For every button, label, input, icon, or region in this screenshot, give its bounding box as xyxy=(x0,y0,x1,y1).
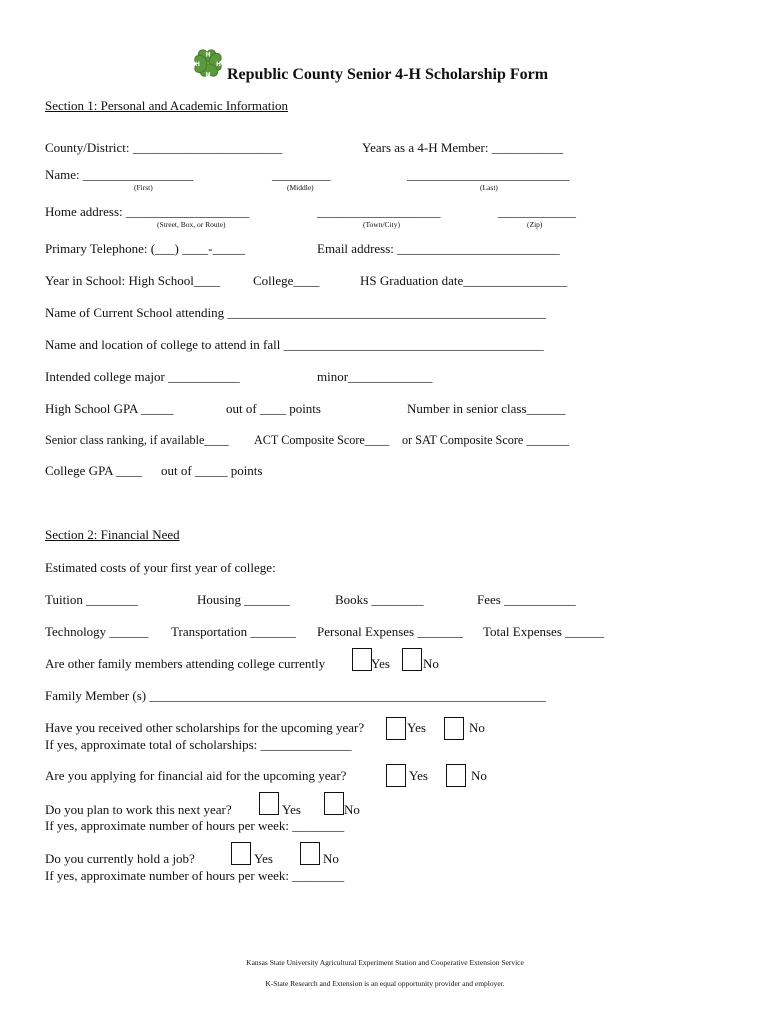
svg-text:H: H xyxy=(205,72,211,79)
major-field[interactable]: Intended college major ___________ xyxy=(45,369,240,384)
job-yes-label: Yes xyxy=(254,851,273,866)
work-no-checkbox[interactable] xyxy=(324,792,344,815)
town-label: (Town/City) xyxy=(363,220,400,229)
work-hours-field[interactable]: If yes, approximate number of hours per week: ________ xyxy=(45,818,345,833)
family-college-question: Are other family members attending college currently xyxy=(45,656,326,671)
name-first-field[interactable]: Name: _________________ xyxy=(45,167,194,182)
year-college-field[interactable]: College____ xyxy=(253,273,320,288)
family-no-label: No xyxy=(423,656,439,671)
form-title: Republic County Senior 4-H Scholarship Form xyxy=(227,66,549,83)
housing-field[interactable]: Housing _______ xyxy=(197,592,290,607)
current-school-field[interactable]: Name of Current School attending _________________________________________________ xyxy=(45,305,546,320)
town-field[interactable]: ___________________ xyxy=(317,204,441,219)
scholarships-no-checkbox[interactable] xyxy=(444,717,464,740)
section1-heading: Section 1: Personal and Academic Information xyxy=(45,98,288,113)
hs-gpa-field[interactable]: High School GPA _____ xyxy=(45,401,174,416)
name-last-field[interactable]: _________________________ xyxy=(407,167,570,182)
tuition-field[interactable]: Tuition ________ xyxy=(45,592,139,607)
home-address-field[interactable]: Home address: ___________________ xyxy=(45,204,250,219)
work-yes-label: Yes xyxy=(282,802,301,817)
college-gpa-field[interactable]: College GPA ____ xyxy=(45,463,143,478)
year-high-school-field[interactable]: Year in School: High School____ xyxy=(45,273,220,288)
books-field[interactable]: Books ________ xyxy=(335,592,424,607)
costs-intro: Estimated costs of your first year of college: xyxy=(45,560,276,575)
job-no-label: No xyxy=(323,851,339,866)
class-ranking-field[interactable]: Senior class ranking, if available____ xyxy=(45,433,229,447)
county-field[interactable]: County/District: _______________________ xyxy=(45,140,283,155)
svg-text:H: H xyxy=(205,52,211,59)
job-no-checkbox[interactable] xyxy=(300,842,320,865)
years-member-field[interactable]: Years as a 4-H Member: ___________ xyxy=(362,140,564,155)
family-yes-checkbox[interactable] xyxy=(352,648,372,671)
hs-graduation-field[interactable]: HS Graduation date________________ xyxy=(360,273,568,288)
hs-gpa-out-of-field[interactable]: out of ____ points xyxy=(226,401,321,416)
technology-field[interactable]: Technology ______ xyxy=(45,624,149,639)
phone-field[interactable]: Primary Telephone: (___) ____-_____ xyxy=(45,241,245,256)
job-question: Do you currently hold a job? xyxy=(45,851,195,866)
scholarships-yes-label: Yes xyxy=(407,720,426,735)
zip-field[interactable]: ____________ xyxy=(498,204,576,219)
scholarships-total-field[interactable]: If yes, approximate total of scholarships: ______________ xyxy=(45,737,352,752)
college-fall-field[interactable]: Name and location of college to attend in fall ________________________________________ xyxy=(45,337,544,352)
total-expenses-field[interactable]: Total Expenses ______ xyxy=(483,624,605,639)
aid-yes-checkbox[interactable] xyxy=(386,764,406,787)
section2-heading: Section 2: Financial Need xyxy=(45,527,180,542)
svg-text:H: H xyxy=(195,61,200,68)
college-gpa-out-of-field[interactable]: out of _____ points xyxy=(161,463,263,478)
sat-score-field[interactable]: or SAT Composite Score _______ xyxy=(402,433,570,447)
family-yes-label: Yes xyxy=(371,656,390,671)
financial-aid-question: Are you applying for financial aid for the upcoming year? xyxy=(45,768,347,783)
footer-line-2: K-State Research and Extension is an equal opportunity provider and employer. xyxy=(265,979,505,988)
senior-class-number-field[interactable]: Number in senior class______ xyxy=(407,401,566,416)
act-score-field[interactable]: ACT Composite Score____ xyxy=(254,433,390,447)
minor-field[interactable]: minor_____________ xyxy=(317,369,433,384)
svg-text:H: H xyxy=(216,61,221,68)
job-hours-field[interactable]: If yes, approximate number of hours per week: ________ xyxy=(45,868,345,883)
scholarships-no-label: No xyxy=(469,720,485,735)
email-field[interactable]: Email address: _________________________ xyxy=(317,241,560,256)
job-yes-checkbox[interactable] xyxy=(231,842,251,865)
scholarships-yes-checkbox[interactable] xyxy=(386,717,406,740)
clover-icon xyxy=(189,44,227,82)
last-label: (Last) xyxy=(480,183,498,192)
family-no-checkbox[interactable] xyxy=(402,648,422,671)
street-label: (Street, Box, or Route) xyxy=(157,220,226,229)
personal-expenses-field[interactable]: Personal Expenses _______ xyxy=(317,624,463,639)
family-members-field[interactable]: Family Member (s) _____________________________________________________________ xyxy=(45,688,546,703)
footer-line-1: Kansas State University Agricultural Experiment Station and Cooperative Extension Service xyxy=(246,958,524,967)
fees-field[interactable]: Fees ___________ xyxy=(477,592,576,607)
zip-label: (Zip) xyxy=(527,220,543,229)
aid-no-label: No xyxy=(471,768,487,783)
work-no-label: No xyxy=(344,802,360,817)
work-question: Do you plan to work this next year? xyxy=(45,802,232,817)
scholarships-question: Have you received other scholarships for the upcoming year? xyxy=(45,720,365,735)
work-yes-checkbox[interactable] xyxy=(259,792,279,815)
name-middle-field[interactable]: _________ xyxy=(272,167,331,182)
aid-yes-label: Yes xyxy=(409,768,428,783)
transportation-field[interactable]: Transportation _______ xyxy=(171,624,296,639)
aid-no-checkbox[interactable] xyxy=(446,764,466,787)
middle-label: (Middle) xyxy=(287,183,314,192)
first-label: (First) xyxy=(134,183,153,192)
